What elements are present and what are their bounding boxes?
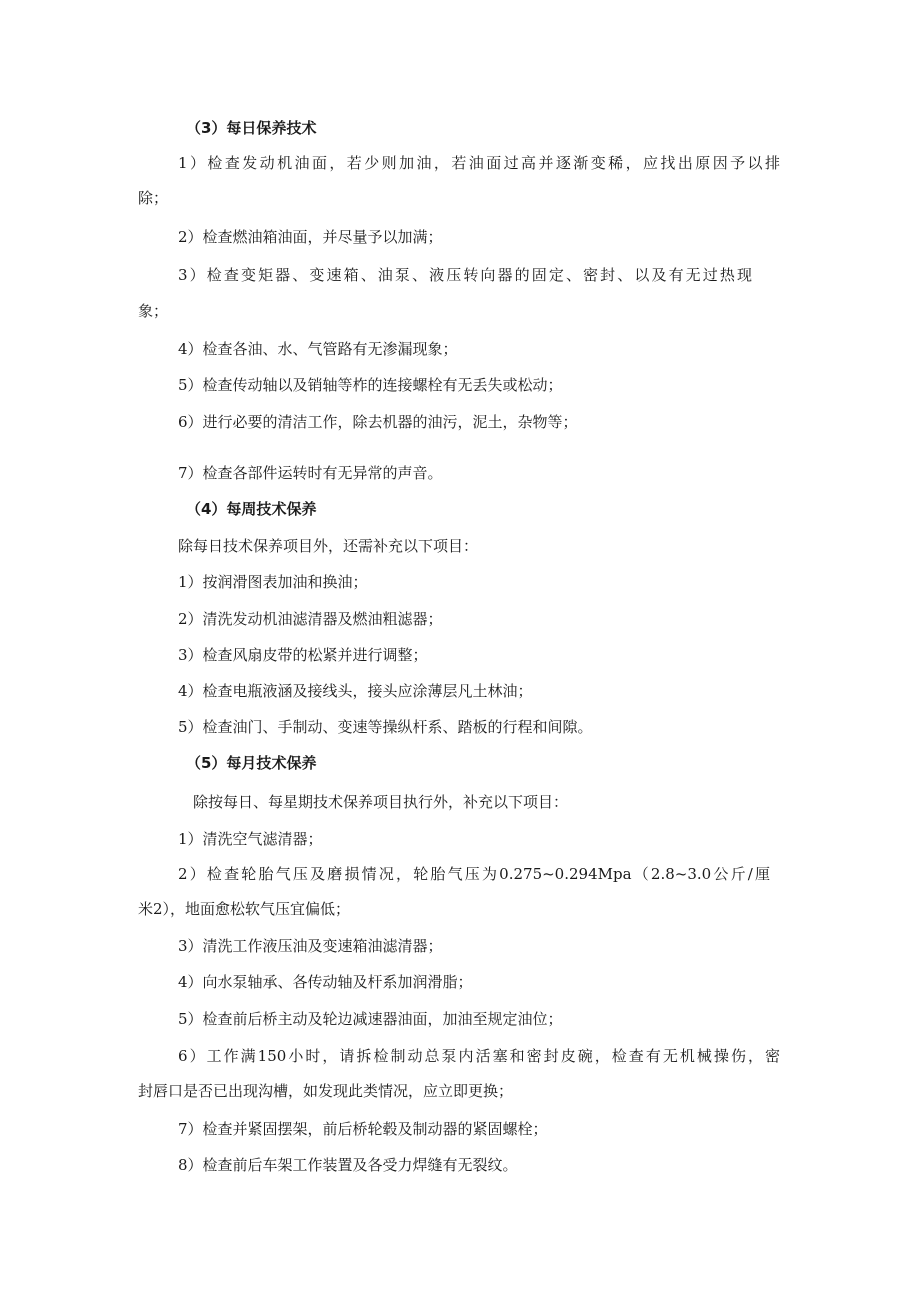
list-item-weekly-3: 3）检查风扇皮带的松紧并进行调整； (178, 646, 428, 664)
section-heading-daily: （3）每日保养技术 (186, 119, 317, 137)
list-item-daily-1-line2: 除； (138, 189, 169, 207)
list-item-daily-6: 6）进行必要的清洁工作，除去机器的油污，泥土，杂物等； (178, 413, 578, 431)
list-item-weekly-2: 2）清洗发动机油滤清器及燃油粗滤器； (178, 610, 443, 628)
list-item-daily-1-line1: 1）检查发动机油面，若少则加油，若油面过高并逐渐变稀，应找出原因予以排 (178, 154, 780, 172)
section-heading-monthly: （5）每月技术保养 (186, 754, 317, 772)
list-item-daily-2: 2）检查燃油箱油面，并尽量予以加满； (178, 228, 443, 246)
list-item-daily-7: 7）检查各部件运转时有无异常的声音。 (178, 464, 443, 482)
list-item-monthly-6-line2: 封唇口是否已出现沟槽，如发现此类情况，应立即更换； (138, 1082, 514, 1100)
list-item-monthly-6-line1: 6）工作满150小时，请拆检制动总泵内活塞和密封皮碗，检查有无机械操伤，密 (178, 1047, 780, 1065)
list-item-weekly-4: 4）检查电瓶液涵及接线头，接头应涂薄层凡土林油； (178, 682, 533, 700)
list-item-daily-3-line1: 3）检查变矩器、变速箱、油泵、液压转向器的固定、密封、以及有无过热现 (178, 266, 752, 284)
list-item-daily-5: 5）检查传动轴以及销轴等柞的连接螺栓有无丢失或松动； (178, 376, 563, 394)
list-item-weekly-5: 5）检查油门、手制动、变速等操纵杆系、踏板的行程和间隙。 (178, 718, 593, 736)
list-item-daily-3-line2: 象； (138, 302, 169, 320)
list-item-monthly-7: 7）检查并紧固摆架，前后桥轮毂及制动器的紧固螺栓； (178, 1120, 548, 1138)
list-item-monthly-8: 8）检查前后车架工作装置及各受力焊缝有无裂纹。 (178, 1156, 518, 1174)
list-item-monthly-2-line1: 2）检查轮胎气压及磨损情况，轮胎气压为0.275~0.294Mpa（2.8~3.0公斤/厘 (178, 865, 770, 883)
section-intro-monthly: 除按每日、每星期技术保养项目执行外，补充以下项目： (193, 793, 569, 811)
list-item-monthly-5: 5）检查前后桥主动及轮边减速器油面，加油至规定油位； (178, 1010, 563, 1028)
list-item-monthly-2-line2: 米2），地面愈松软气压宜偏低； (138, 900, 351, 918)
list-item-monthly-3: 3）清洗工作液压油及变速箱油滤清器； (178, 937, 443, 955)
list-item-monthly-4: 4）向水泵轴承、各传动轴及杆系加润滑脂； (178, 973, 473, 991)
list-item-weekly-1: 1）按润滑图表加油和换油； (178, 573, 368, 591)
section-intro-weekly: 除每日技术保养项目外，还需补充以下项目： (178, 537, 479, 555)
section-heading-weekly: （4）每周技术保养 (186, 500, 317, 518)
list-item-monthly-1: 1）清洗空气滤清器； (178, 830, 323, 848)
list-item-daily-4: 4）检查各油、水、气管路有无渗漏现象； (178, 340, 458, 358)
